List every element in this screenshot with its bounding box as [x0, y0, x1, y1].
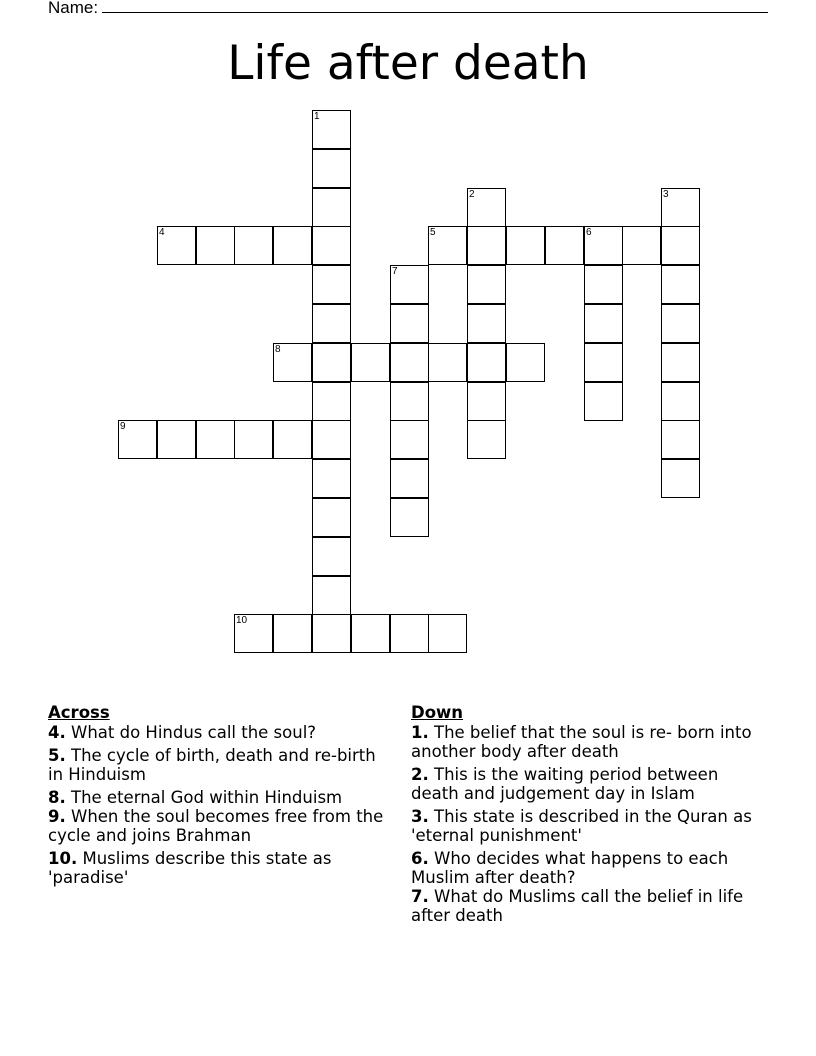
clue-number-label: 7 [392, 266, 398, 277]
grid-cell[interactable] [584, 226, 623, 265]
grid-cell[interactable] [312, 110, 351, 149]
grid-cell[interactable] [661, 188, 700, 227]
clue-number-label: 5 [430, 227, 436, 238]
clue-number: 4. [48, 723, 66, 742]
grid-cell[interactable] [196, 420, 235, 459]
clue-number-label: 3 [663, 189, 669, 200]
grid-cell[interactable] [661, 343, 700, 382]
grid-cell[interactable] [273, 343, 312, 382]
across-clue [48, 807, 388, 845]
grid-cell[interactable] [584, 382, 623, 421]
grid-cell[interactable] [467, 343, 506, 382]
clue-number-label: 2 [469, 189, 475, 200]
grid-cell[interactable] [312, 459, 351, 498]
grid-cell[interactable] [467, 304, 506, 343]
grid-cell[interactable] [661, 382, 700, 421]
grid-cell[interactable] [312, 304, 351, 343]
grid-cell[interactable] [312, 343, 351, 382]
grid-cell[interactable] [390, 382, 429, 421]
grid-cell[interactable] [467, 382, 506, 421]
grid-cell[interactable] [351, 614, 390, 653]
grid-cell[interactable] [390, 420, 429, 459]
grid-cell[interactable] [312, 188, 351, 227]
across-heading: Across [48, 703, 110, 722]
clue-text: Who decides what happens to each Muslim after death? [411, 849, 729, 887]
clue-number: 3. [411, 807, 429, 826]
across-clue [48, 746, 388, 784]
grid-cell[interactable] [467, 420, 506, 459]
grid-cell[interactable] [622, 226, 661, 265]
clue-number: 5. [48, 746, 66, 765]
clue-number: 9. [48, 807, 66, 826]
grid-cell[interactable] [390, 459, 429, 498]
grid-cell[interactable] [234, 614, 273, 653]
grid-cell[interactable] [506, 343, 545, 382]
grid-cell[interactable] [661, 265, 700, 304]
clue-text: The cycle of birth, death and re-birth in Hinduism [48, 746, 376, 784]
grid-cell[interactable] [312, 265, 351, 304]
grid-cell[interactable] [390, 614, 429, 653]
grid-cell[interactable] [661, 304, 700, 343]
grid-cell[interactable] [351, 343, 390, 382]
down-clue [411, 887, 756, 925]
grid-cell[interactable] [234, 420, 273, 459]
down-clue [411, 765, 756, 803]
down-clue [411, 849, 756, 887]
clue-text: The belief that the soul is re- born into another body after death [411, 723, 752, 761]
grid-cell[interactable] [157, 420, 196, 459]
grid-cell[interactable] [312, 420, 351, 459]
grid-cell[interactable] [312, 576, 351, 615]
grid-cell[interactable] [584, 343, 623, 382]
grid-cell[interactable] [390, 498, 429, 537]
grid-cell[interactable] [273, 226, 312, 265]
clue-number: 6. [411, 849, 429, 868]
clue-number-label: 10 [236, 615, 248, 626]
grid-cell[interactable] [312, 382, 351, 421]
clue-number-label: 9 [120, 421, 126, 432]
across-clues [48, 703, 388, 891]
clue-text: This is the waiting period between death and judgement day in Islam [411, 765, 719, 803]
grid-cell[interactable] [273, 420, 312, 459]
clue-text: The eternal God within Hinduism [71, 788, 343, 807]
grid-cell[interactable] [661, 420, 700, 459]
grid-cell[interactable] [312, 537, 351, 576]
grid-cell[interactable] [661, 459, 700, 498]
grid-cell[interactable] [661, 226, 700, 265]
across-clue [48, 723, 388, 742]
grid-cell[interactable] [118, 420, 157, 459]
clue-number-label: 1 [314, 111, 320, 122]
grid-cell[interactable] [157, 226, 196, 265]
clue-text: This state is described in the Quran as 'eternal punishment' [411, 807, 752, 845]
grid-cell[interactable] [467, 188, 506, 227]
down-clue [411, 723, 756, 761]
down-clue [411, 807, 756, 845]
grid-cell[interactable] [312, 614, 351, 653]
grid-cell[interactable] [428, 226, 467, 265]
clue-text: When the soul becomes free from the cycle and joins Brahman [48, 807, 384, 845]
grid-cell[interactable] [584, 265, 623, 304]
clue-text: What do Muslims call the belief in life after death [411, 887, 744, 925]
across-clue [48, 849, 388, 887]
grid-cell[interactable] [584, 304, 623, 343]
down-heading: Down [411, 703, 464, 722]
grid-cell[interactable] [390, 265, 429, 304]
clue-number-label: 4 [159, 227, 165, 238]
clue-number: 7. [411, 887, 429, 906]
clue-number: 1. [411, 723, 429, 742]
grid-cell[interactable] [312, 149, 351, 188]
across-clue [48, 788, 388, 807]
clue-number: 8. [48, 788, 66, 807]
grid-cell[interactable] [312, 498, 351, 537]
grid-cell[interactable] [312, 226, 351, 265]
grid-cell[interactable] [467, 226, 506, 265]
grid-cell[interactable] [428, 614, 467, 653]
name-label: Name: [48, 0, 99, 17]
clue-number-label: 8 [275, 344, 281, 355]
grid-cell[interactable] [390, 343, 429, 382]
grid-cell[interactable] [390, 304, 429, 343]
clue-number: 2. [411, 765, 429, 784]
grid-cell[interactable] [428, 343, 467, 382]
page-title: Life after death [227, 36, 589, 91]
clue-text: Muslims describe this state as 'paradise' [48, 849, 332, 887]
grid-cell[interactable] [234, 226, 273, 265]
grid-cell[interactable] [506, 226, 545, 265]
grid-cell[interactable] [545, 226, 584, 265]
grid-cell[interactable] [273, 614, 312, 653]
clue-number: 10. [48, 849, 78, 868]
clue-text: What do Hindus call the soul? [71, 723, 317, 742]
grid-cell[interactable] [196, 226, 235, 265]
grid-cell[interactable] [467, 265, 506, 304]
down-clues [411, 703, 756, 929]
clue-number-label: 6 [586, 227, 592, 238]
